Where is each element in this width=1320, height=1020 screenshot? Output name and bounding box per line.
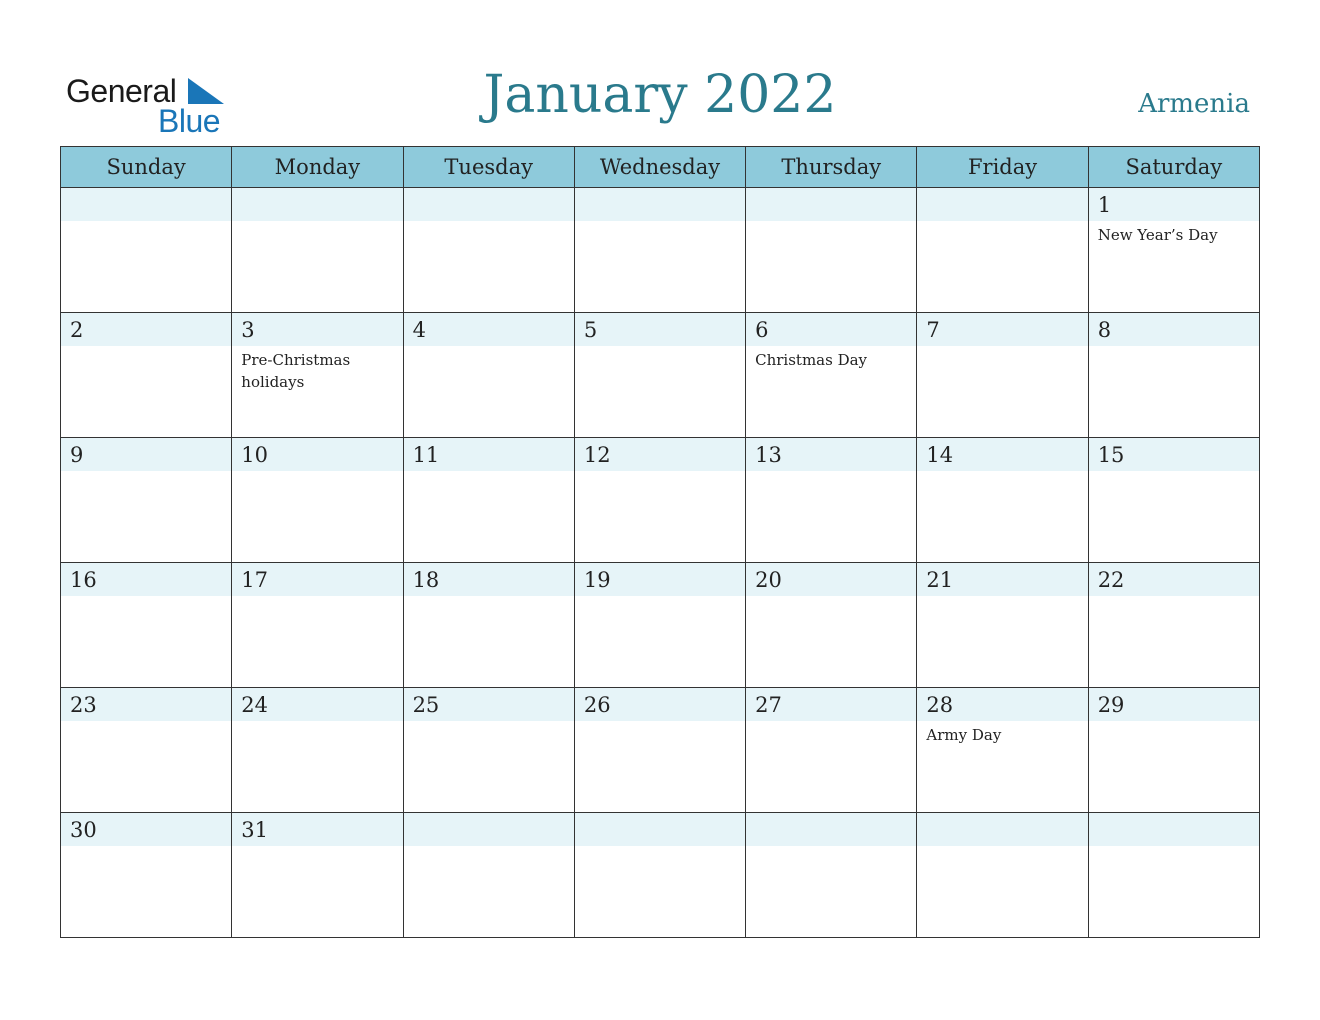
weekday-header-thursday: Thursday xyxy=(746,147,917,188)
date-band xyxy=(575,313,745,346)
date-band xyxy=(746,188,916,221)
day-number: 12 xyxy=(583,443,611,467)
day-cell xyxy=(404,563,575,688)
day-cell xyxy=(1089,688,1260,813)
day-cell xyxy=(232,813,403,938)
day-cell xyxy=(232,188,403,313)
day-number: 29 xyxy=(1097,693,1125,717)
date-band xyxy=(61,438,231,471)
day-number: 1 xyxy=(1097,193,1112,217)
day-cell xyxy=(746,188,917,313)
date-band xyxy=(232,188,402,221)
holiday-label: Christmas Day xyxy=(755,351,868,369)
brand-logo xyxy=(66,72,236,139)
day-number: 10 xyxy=(241,443,269,467)
date-band xyxy=(575,813,745,846)
day-cell xyxy=(232,313,403,438)
day-cell xyxy=(232,438,403,563)
day-cell xyxy=(1089,563,1260,688)
day-number: 21 xyxy=(926,568,954,592)
week-row-3 xyxy=(61,438,1260,563)
day-number: 6 xyxy=(755,318,769,342)
date-band xyxy=(1089,813,1259,846)
day-cell xyxy=(1089,188,1260,313)
day-cell xyxy=(917,188,1088,313)
day-cell xyxy=(61,188,232,313)
day-cell xyxy=(61,563,232,688)
weekday-header-sunday: Sunday xyxy=(61,147,232,188)
day-number: 5 xyxy=(583,318,598,342)
day-number: 20 xyxy=(755,568,782,592)
day-cell xyxy=(917,563,1088,688)
date-band xyxy=(746,313,916,346)
triangle-icon xyxy=(188,78,224,104)
day-cell xyxy=(917,688,1088,813)
country-label: Armenia xyxy=(1138,89,1250,119)
day-cell xyxy=(61,688,232,813)
day-number: 8 xyxy=(1097,318,1112,342)
day-number: 11 xyxy=(412,443,440,467)
date-band xyxy=(404,188,574,221)
day-cell xyxy=(1089,438,1260,563)
day-cell xyxy=(575,813,746,938)
week-row-6 xyxy=(61,813,1260,938)
day-cell xyxy=(404,813,575,938)
date-band xyxy=(232,313,402,346)
day-cell xyxy=(746,688,917,813)
day-number: 27 xyxy=(755,693,782,717)
date-band xyxy=(917,813,1087,846)
week-row-4 xyxy=(61,563,1260,688)
date-band xyxy=(1089,188,1259,221)
holiday-label: Pre-Christmas holidays xyxy=(241,351,351,391)
day-cell xyxy=(232,688,403,813)
day-cell xyxy=(917,813,1088,938)
day-cell xyxy=(917,438,1088,563)
day-cell xyxy=(1089,813,1260,938)
day-number: 3 xyxy=(241,318,255,342)
day-cell xyxy=(746,313,917,438)
day-number: 19 xyxy=(583,568,611,592)
week-row-1 xyxy=(61,188,1260,313)
day-cell xyxy=(746,563,917,688)
week-row-2 xyxy=(61,313,1260,438)
day-cell xyxy=(61,813,232,938)
day-number: 14 xyxy=(926,443,954,467)
day-number: 30 xyxy=(70,818,97,842)
day-cell xyxy=(575,688,746,813)
day-cell xyxy=(575,438,746,563)
holiday-label: New Year’s Day xyxy=(1097,226,1218,244)
holiday-label: Army Day xyxy=(926,726,1002,744)
day-number: 13 xyxy=(755,443,782,467)
day-number: 31 xyxy=(241,818,269,842)
calendar-grid xyxy=(60,146,1260,938)
weekday-header-saturday: Saturday xyxy=(1089,147,1260,188)
weekday-header-monday: Monday xyxy=(232,147,403,188)
day-cell xyxy=(575,563,746,688)
logo-text-blue: Blue xyxy=(158,103,221,139)
day-number: 4 xyxy=(412,318,426,342)
day-cell xyxy=(232,563,403,688)
day-number: 16 xyxy=(70,568,97,592)
week-row-5 xyxy=(61,688,1260,813)
weekday-header-friday: Friday xyxy=(917,147,1088,188)
weekday-header-wednesday: Wednesday xyxy=(575,147,746,188)
day-cell xyxy=(575,313,746,438)
logo-text-general: General xyxy=(66,73,177,109)
day-number: 23 xyxy=(70,693,97,717)
date-band xyxy=(575,188,745,221)
day-number: 7 xyxy=(926,318,940,342)
day-cell xyxy=(575,188,746,313)
day-number: 26 xyxy=(583,693,611,717)
date-band xyxy=(917,188,1087,221)
day-cell xyxy=(404,688,575,813)
date-band xyxy=(1089,313,1259,346)
day-number: 22 xyxy=(1097,568,1125,592)
weekday-header-tuesday: Tuesday xyxy=(404,147,575,188)
day-cell xyxy=(61,438,232,563)
day-cell xyxy=(1089,313,1260,438)
day-number: 17 xyxy=(241,568,269,592)
day-cell xyxy=(917,313,1088,438)
day-cell xyxy=(746,813,917,938)
day-number: 18 xyxy=(412,568,440,592)
day-number: 24 xyxy=(241,693,269,717)
day-number: 15 xyxy=(1097,443,1125,467)
day-number: 25 xyxy=(412,693,440,717)
date-band xyxy=(917,313,1087,346)
day-number: 28 xyxy=(926,693,954,717)
day-cell xyxy=(746,438,917,563)
day-number: 2 xyxy=(70,318,84,342)
date-band xyxy=(404,313,574,346)
day-cell xyxy=(61,313,232,438)
day-number: 9 xyxy=(70,443,84,467)
date-band xyxy=(61,188,231,221)
day-cell xyxy=(404,188,575,313)
page-title: January 2022 xyxy=(483,65,837,125)
weekday-header-row xyxy=(61,147,1260,188)
day-cell xyxy=(404,438,575,563)
date-band xyxy=(746,813,916,846)
date-band xyxy=(404,813,574,846)
day-cell xyxy=(404,313,575,438)
date-band xyxy=(61,313,231,346)
